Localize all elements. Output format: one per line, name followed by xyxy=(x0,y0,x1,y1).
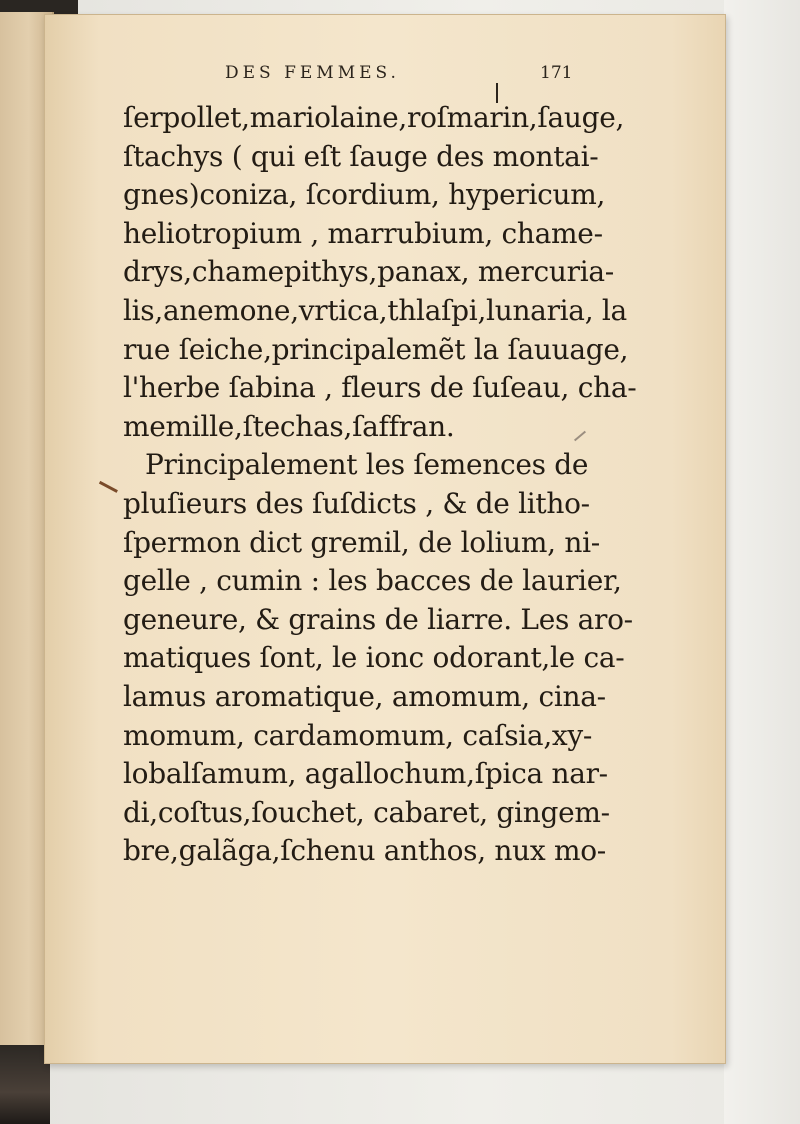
text-line: ſerpollet,mariolaine,roſmarin,ſauge, xyxy=(123,101,625,134)
paragraph-start-line: Principalement les ſemences de xyxy=(145,448,589,482)
text-line: drys,chamepithys,panax, mercuria- xyxy=(123,255,614,289)
text-line: lamus aromatique, amomum, cina- xyxy=(123,679,606,713)
text-line: heliotropium , marrubium, chame- xyxy=(123,216,603,250)
text-line: matiques ſont, le ionc odorant,le ca- xyxy=(123,641,625,675)
book-edge-bottom xyxy=(0,1045,50,1124)
text-line: ſtachys ( qui eſt ſauge des montai- xyxy=(123,139,599,173)
running-title: DES FEMMES. xyxy=(225,63,400,83)
scan-margin xyxy=(724,0,800,1124)
text-line: l'herbe ſabina , fleurs de ſuſeau, cha- xyxy=(123,371,637,405)
running-head xyxy=(45,59,725,89)
text-line: ſpermon dict gremil, de lolium, ni- xyxy=(123,525,600,559)
margin-mark xyxy=(96,481,118,498)
text-line: gnes)coniza, ſcordium, hypericum, xyxy=(123,178,606,212)
text-line: bre,galãga,ſchenu anthos, nux mo- xyxy=(123,834,606,868)
text-line: pluſieurs des ſuſdicts , & de litho- xyxy=(123,486,590,520)
text-line: lis,anemone,vrtica,thlaſpi,lunaria, la xyxy=(123,293,627,327)
text-line: memille,ſtechas,ſaffran. xyxy=(123,409,455,443)
text-line: rue ſeiche,principalemẽt la ſauuage, xyxy=(123,332,629,366)
body-text xyxy=(123,99,637,871)
page-number: 171 xyxy=(540,63,573,83)
text-line: lobalſamum, agallochum,ſpica nar- xyxy=(123,757,608,791)
text-line: di,coſtus,ſouchet, cabaret, gingem- xyxy=(123,795,610,829)
text-line: gelle , cumin : les bacces de laurier, xyxy=(123,564,622,598)
text-line: momum, cardamomum, caſsia,xy- xyxy=(123,718,593,752)
book-page xyxy=(44,14,726,1064)
text-line: geneure, & grains de liarre. Les aro- xyxy=(123,602,633,636)
